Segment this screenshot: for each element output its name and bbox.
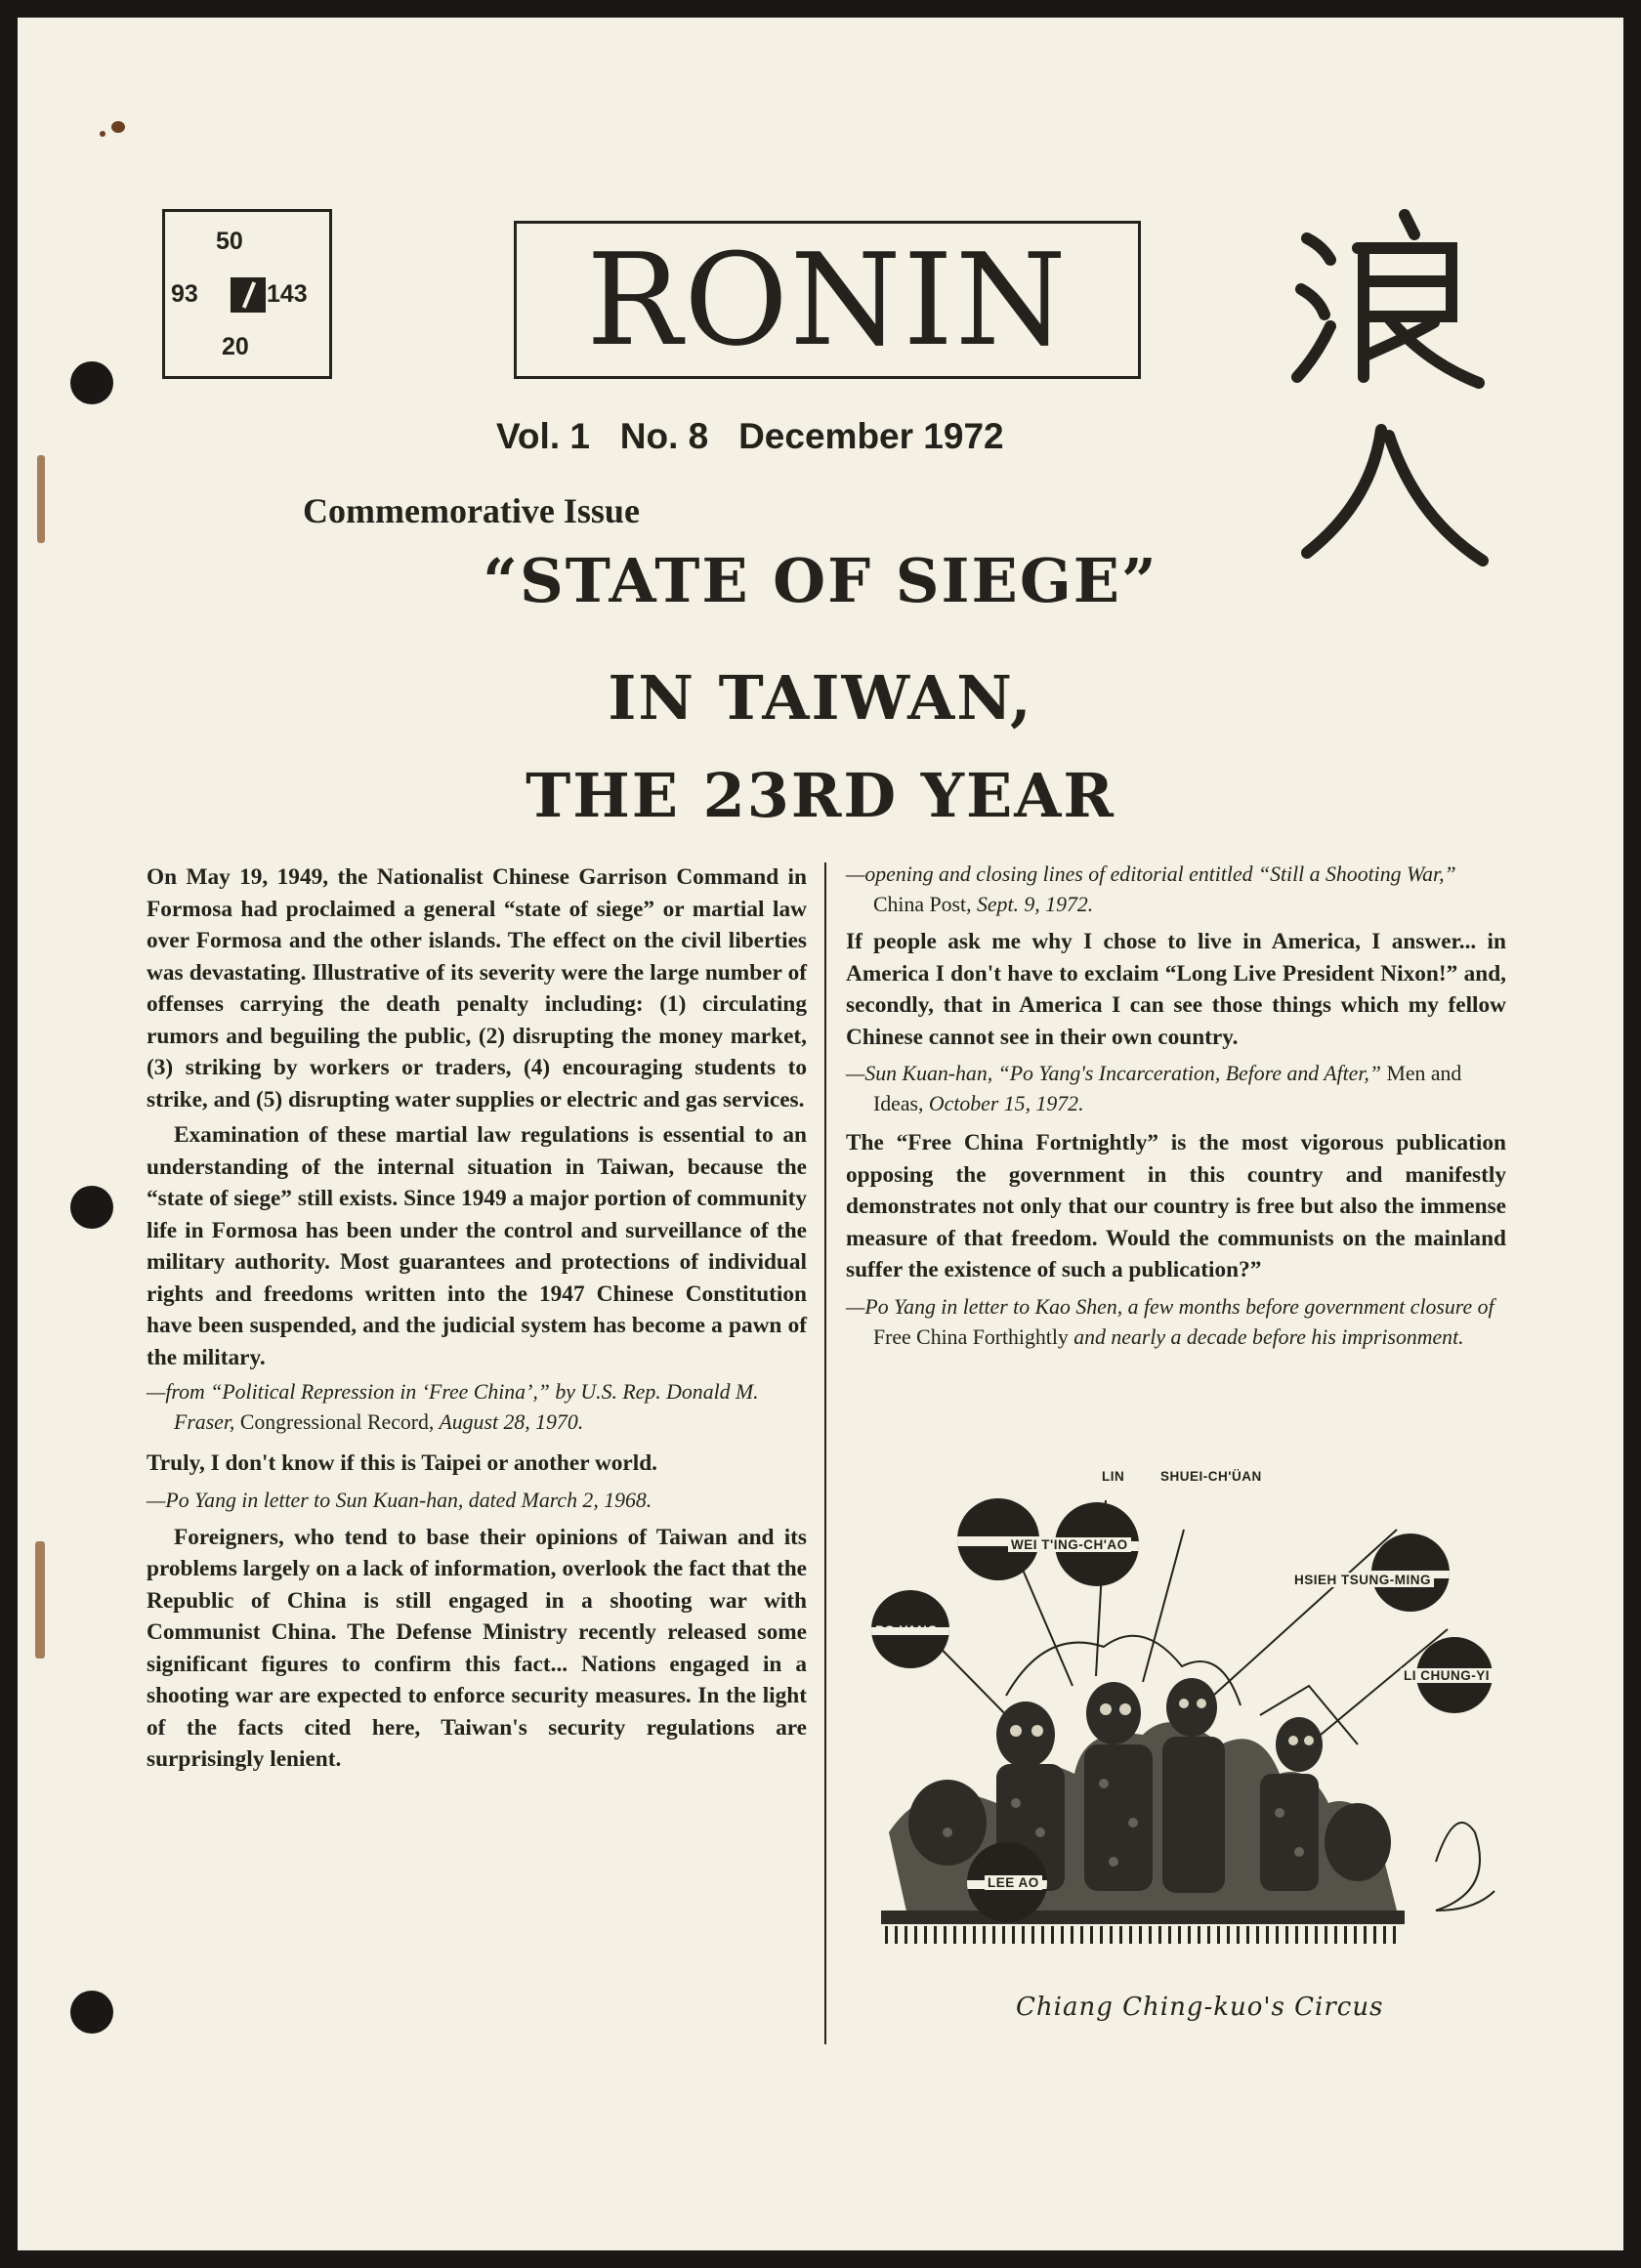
headline-line-2: IN TAIWAN, (608, 662, 1033, 734)
label-shuei-chuan: SHUEI-CH'ÜAN (1160, 1469, 1262, 1484)
newsletter-page (18, 18, 1623, 2250)
stamp-left-number: 93 (171, 280, 198, 308)
stain-spot (111, 121, 125, 133)
citation: —opening and closing lines of editorial entitled “Still a Shooting War,” China Post, Sept. 9, 1972. (846, 862, 1456, 916)
paragraph: Examination of these martial law regulations is essential to an understanding of the internal situation in Taiwan, because the “state of siege” still exists. Since 1949 a major portion of community life in Formosa has been under the control and surveillance of the military authority. Most guarantees and protections of individual rights and freedoms written into the 1947 Chinese Constitution have been suspended, and the judicial system has become a pawn of the military. (147, 1122, 807, 1370)
calligraphy-title (1287, 209, 1493, 590)
stamp-logo-icon (231, 277, 266, 313)
stamp-right-number: 143 (267, 280, 308, 308)
stamp-top-number: 50 (216, 228, 243, 255)
citation: —Po Yang in letter to Kao Shen, a few months before government closure of Free China Forthightly and nearly a decade before his imprisonment. (846, 1294, 1494, 1349)
citation: —Sun Kuan-han, “Po Yang's Incarceration, Before and After,” Men and Ideas, October 15, 1972. (846, 1062, 1462, 1115)
stain-spot (100, 131, 105, 137)
paragraph: If people ask me why I chose to live in America, I answer... in America I don't have to exclaim “Long Live President Nixon!” and, secondly, that in America I can see those things which my fellow Chinese cannot see in their own country. (846, 929, 1506, 1050)
label-wei-ting-chao: WEI T'ING-CH'AO (1008, 1537, 1131, 1552)
cartoon-illustration (850, 1451, 1514, 2067)
headline-line-1: “STATE OF SIEGE” (483, 545, 1158, 616)
label-po-yang: PO YANG (875, 1623, 939, 1638)
paragraph: Foreigners, who tend to base their opinions of Taiwan and its problems largely on a lack of information, overlook the fact that the Republic of China is still engaged in a shooting war with Communist China. The Defense Ministry recently released some significant figures to confirm this fact... Nations engaged in a shooting war are expected to enforce security measures. In the light of the facts cited here, Taiwan's security regulations are surprisingly lenient. (147, 1524, 807, 1772)
headline-line-3: THE 23RD YEAR (526, 760, 1115, 831)
calligraphy-text: 浪人 (1287, 209, 1289, 210)
left-column (147, 861, 807, 1776)
rust-stain (35, 1541, 45, 1659)
citation: —Po Yang in letter to Sun Kuan-han, dated March 2, 1968. (147, 1488, 652, 1512)
label-li-chung-yi: LI CHUNG-YI (1401, 1668, 1493, 1683)
masthead-title: RONIN (514, 221, 1141, 379)
citation: —from “Political Repression in ‘Free China’,” by U.S. Rep. Donald M. Fraser, Congressional Record, August 28, 1970. (147, 1380, 759, 1434)
binder-hole-1 (70, 361, 113, 404)
paragraph: The “Free China Fortnightly” is the most vigorous publication opposing the government in this country and manifestly demonstrates not only that our country is free but also the immense measure of that freedom. Would the communists on the mainland suffer the existence of such a publication?” (846, 1130, 1506, 1282)
kicker: Commemorative Issue (303, 491, 640, 530)
issue-stamp (162, 209, 332, 379)
right-column (846, 860, 1506, 1353)
binder-hole-3 (70, 1991, 113, 2034)
paragraph: On May 19, 1949, the Nationalist Chinese Garrison Command in Formosa had proclaimed a general “state of siege” or martial law over Formosa and the other islands. The effect on the civil liberties was devastating. Illustrative of its severity were the large number of offenses carrying the death penalty including: (1) circulating rumors and beguiling the public, (2) disrupting the money market, (3) striking by workers or traders, (4) encouraging students to strike, and (5) disrupting water supplies or electric and gas services. (147, 864, 807, 1113)
label-hsieh-tsung-ming: HSIEH TSUNG-MING (1291, 1573, 1434, 1587)
label-lee-ao: LEE AO (985, 1875, 1042, 1890)
issue-info: Vol. 1 No. 8 December 1972 (496, 416, 1004, 456)
illustration-caption: Chiang Ching-kuo's Circus (1016, 1993, 1384, 2022)
paragraph: Truly, I don't know if this is Taipei or another world. (147, 1450, 658, 1476)
stamp-bottom-number: 20 (222, 333, 249, 360)
binder-hole-2 (70, 1186, 113, 1229)
label-lin: LIN (1102, 1469, 1125, 1484)
rust-stain (37, 455, 45, 543)
column-divider (824, 862, 826, 2044)
